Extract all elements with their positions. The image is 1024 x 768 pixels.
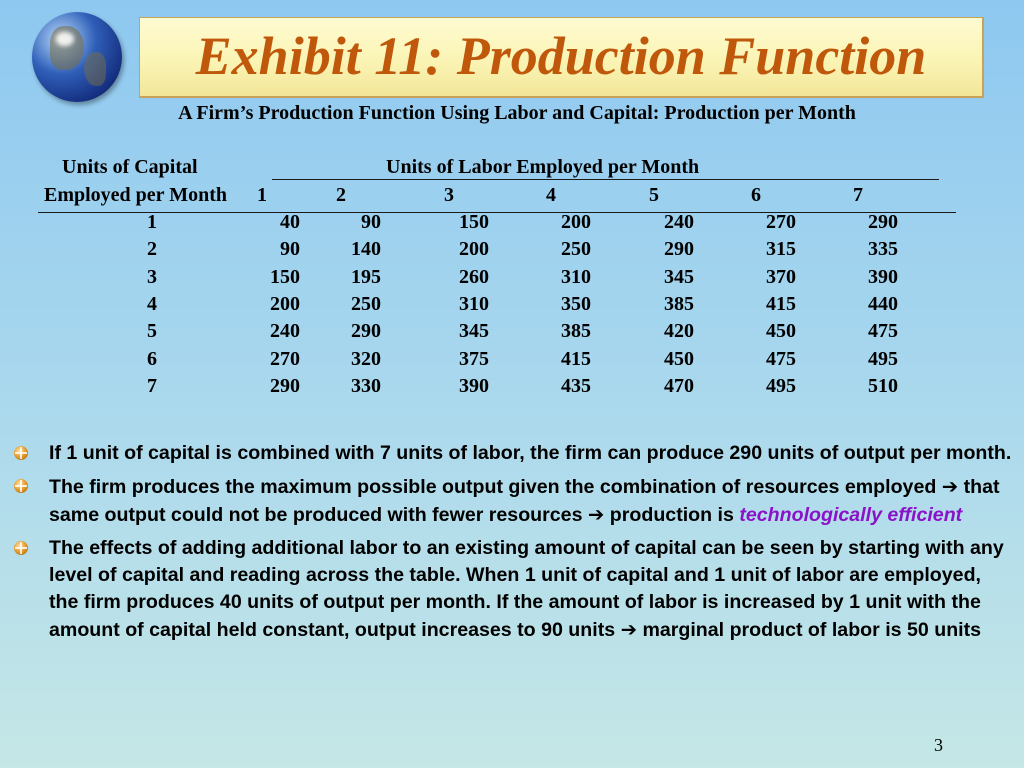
table-cell: 40: [280, 211, 300, 233]
table-cell: 350: [561, 292, 591, 315]
capital-header-line1: Units of Capital: [62, 156, 198, 178]
globe-icon: [32, 12, 122, 102]
table-cell: 290: [351, 320, 381, 343]
arrow-icon: ➔: [620, 618, 637, 641]
table-cell: 475: [868, 320, 898, 343]
table-cell: 200: [459, 238, 489, 261]
labor-unit-header: 5: [649, 184, 659, 206]
bullet-text: The firm produces the maximum possible output given the combination of resources employed: [49, 476, 937, 498]
table-cell: 320: [351, 347, 381, 370]
table-cell: 270: [270, 347, 300, 370]
table-cell: 260: [459, 265, 489, 288]
bullet-text: production is: [609, 504, 734, 526]
emphasis-text: technologically efficient: [739, 504, 963, 526]
table-cell: 475: [766, 347, 796, 370]
table-cell: 250: [561, 238, 591, 261]
bullet-icon: [14, 479, 28, 493]
table-cell: 450: [766, 320, 796, 343]
labor-unit-header: 3: [444, 184, 454, 206]
table-cell: 375: [459, 347, 489, 370]
title-banner: [139, 17, 984, 98]
table-cell: 385: [664, 292, 694, 315]
capital-row-label: 1: [147, 211, 157, 233]
table-cell: 250: [351, 292, 381, 315]
table-cell: 150: [459, 211, 489, 233]
table-cell: 330: [351, 374, 381, 397]
table-cell: 90: [280, 238, 300, 261]
table-cell: 470: [664, 374, 694, 397]
capital-row-label: 6: [147, 347, 157, 370]
table-rule: [38, 212, 956, 213]
table-cell: 315: [766, 238, 796, 261]
bullet-text: The effects of adding additional labor to an existing amount of capital can be seen by starting with any level of capital and reading across the table. When 1 unit of capital and 1 unit of labor are employed, the firm produces 40 units of output per month. If the amount of labor is increased by 1 unit with the amount of capital held constant, output increases to 90 units: [49, 537, 1004, 641]
table-cell: 415: [561, 347, 591, 370]
table-cell: 240: [664, 211, 694, 233]
arrow-icon: ➔: [587, 503, 605, 526]
table-cell: 510: [868, 374, 898, 397]
table-cell: 140: [351, 238, 381, 261]
page-number: 3: [934, 735, 943, 755]
labor-unit-header: 6: [751, 184, 761, 206]
table-cell: 435: [561, 374, 591, 397]
table-cell: 450: [664, 347, 694, 370]
table-cell: 240: [270, 320, 300, 343]
table-cell: 345: [664, 265, 694, 288]
labor-header: Units of Labor Employed per Month: [386, 156, 700, 178]
bullet-item: [14, 440, 1014, 467]
table-cell: 290: [868, 211, 898, 233]
table-cell: 440: [868, 292, 898, 315]
table-cell: 370: [766, 265, 796, 288]
bullet-text: marginal product of labor is 50 units: [642, 619, 982, 641]
capital-row-label: 7: [147, 374, 157, 397]
labor-unit-header: 4: [546, 184, 556, 206]
table-cell: 415: [766, 292, 796, 315]
table-cell: 195: [351, 265, 381, 288]
labor-unit-header: 1: [257, 184, 267, 206]
table-cell: 385: [561, 320, 591, 343]
slide-subtitle: A Firm’s Production Function Using Labor and Capital: Production per Month: [178, 102, 856, 124]
bullet-text: that same output could not be produced with fewer resources: [49, 476, 1000, 526]
bullet-icon: [14, 541, 28, 555]
table-cell: 495: [868, 347, 898, 370]
bullet-item: [14, 473, 1014, 529]
labor-unit-header: 2: [336, 184, 346, 206]
table-cell: 310: [459, 292, 489, 315]
arrow-icon: ➔: [941, 475, 959, 498]
capital-row-label: 3: [147, 265, 157, 288]
table-cell: 150: [270, 265, 300, 288]
bullet-icon: [14, 446, 28, 460]
table-cell: 390: [868, 265, 898, 288]
table-cell: 335: [868, 238, 898, 261]
capital-row-label: 2: [147, 238, 157, 261]
bullet-list: [14, 440, 1014, 650]
table-cell: 200: [561, 211, 591, 233]
bullet-text: If 1 unit of capital is combined with 7 units of labor, the firm can produce 290 units of output per month.: [49, 442, 1012, 464]
labor-unit-header: 7: [853, 184, 863, 206]
table-cell: 290: [270, 374, 300, 397]
table-cell: 310: [561, 265, 591, 288]
table-cell: 495: [766, 374, 796, 397]
table-cell: 270: [766, 211, 796, 233]
bullet-item: [14, 535, 1014, 644]
table-cell: 345: [459, 320, 489, 343]
table-cell: 200: [270, 292, 300, 315]
table-cell: 390: [459, 374, 489, 397]
capital-header-line2: Employed per Month: [44, 184, 227, 206]
table-cell: 290: [664, 238, 694, 261]
slide-title: Exhibit 11: Production Function: [195, 26, 927, 86]
table-cell: 420: [664, 320, 694, 343]
header-rule: [272, 179, 939, 180]
table-cell: 90: [361, 211, 381, 233]
capital-row-label: 5: [147, 320, 157, 343]
capital-row-label: 4: [147, 292, 157, 315]
